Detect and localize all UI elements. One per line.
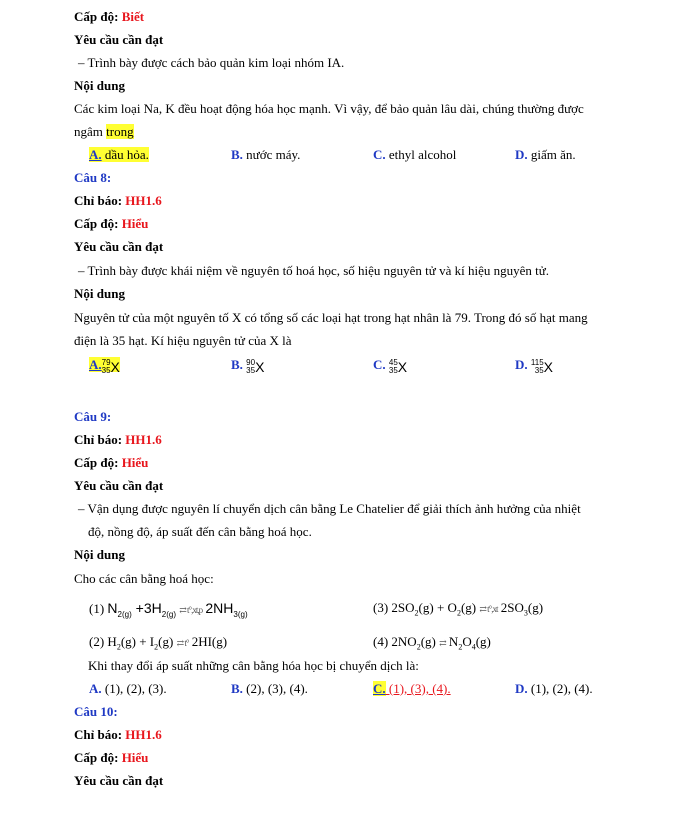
q7-level: [74, 8, 144, 26]
option-text: dầu hỏa.: [101, 147, 149, 162]
element-symbol: X: [255, 358, 265, 375]
option-letter: B.: [231, 357, 243, 372]
species: +3H: [131, 600, 162, 616]
q7-option-d: [515, 146, 576, 164]
level-label: Cấp độ:: [74, 750, 122, 765]
option-text: (1), (2), (4).: [527, 681, 593, 696]
indicator-value: HH1.6: [125, 193, 162, 208]
option-letter: B.: [231, 681, 243, 696]
level-value: Biết: [121, 9, 145, 24]
q9-question: Khi thay đổi áp suất những cân bằng hóa học bị chuyển dịch là:: [88, 658, 419, 673]
q8-question-line2: điện là 35 hạt. Kí hiệu nguyên tử của X là: [74, 333, 292, 348]
atomic-number: 35: [101, 365, 111, 375]
option-text: (1), (2), (3).: [101, 681, 167, 696]
atomic-number: 35: [388, 365, 398, 375]
level-label: Cấp độ:: [74, 455, 122, 470]
equation-2: [89, 632, 227, 658]
equation-number: (4): [373, 634, 392, 649]
species: (g): [420, 634, 436, 649]
level-label: Cấp độ:: [74, 216, 122, 231]
indicator-label: Chỉ báo:: [74, 727, 126, 742]
option-letter: D.: [515, 147, 528, 162]
q9-req-text2: độ, nồng độ, áp suất đến cân bằng hoá học.: [88, 524, 312, 539]
option-text: ethyl alcohol: [385, 147, 457, 162]
species: (g): [527, 600, 544, 615]
atomic-number: 35: [246, 365, 256, 375]
option-letter: D.: [515, 681, 528, 696]
q10-indicator: [74, 726, 162, 744]
species: 2NO: [391, 634, 417, 649]
mass-number: 90: [246, 357, 256, 367]
option-letter: B.: [231, 147, 243, 162]
equation-number: (3): [373, 600, 392, 615]
q7-req-heading: Yêu cầu cần đạt: [74, 32, 164, 47]
q7-question-line1: Các kim loại Na, K đều hoạt động hóa học mạnh. Vì vậy, để bảo quản lâu dài, chúng thường được: [74, 101, 584, 116]
equation-1: [89, 598, 248, 625]
q9-level: [74, 454, 148, 472]
q10-req-heading: Yêu cầu cần đạt: [74, 773, 164, 788]
q8-req-heading: Yêu cầu cần đạt: [74, 239, 164, 254]
equation-number: (1): [89, 601, 108, 616]
indicator-label: Chỉ báo:: [74, 432, 126, 447]
q9-req-text1: – Vận dụng được nguyên lí chuyển dịch cân bằng Le Chatelier để giải thích ảnh hưởng của nhiệt: [78, 501, 581, 516]
question-text: ngâm: [74, 124, 107, 139]
q8-level: [74, 215, 148, 233]
equation-number: (2): [89, 634, 108, 649]
subscript: 2: [456, 608, 461, 618]
equilibrium-arrow-icon: ⇄ t°,xt,p: [179, 605, 203, 615]
element-symbol: X: [110, 358, 120, 375]
option-text: (2), (3), (4).: [242, 681, 308, 696]
subscript: 2(g): [117, 609, 132, 619]
highlighted-text: trong: [106, 124, 134, 139]
q9-content-heading: Nội dung: [74, 547, 125, 562]
species: 2SO: [391, 600, 415, 615]
q9-option-b: [231, 680, 308, 698]
q9-option-d: [515, 680, 593, 698]
subscript: 2(g): [161, 609, 176, 619]
species: N: [448, 634, 459, 649]
element-symbol: X: [543, 358, 553, 375]
option-text: nước máy.: [242, 147, 301, 162]
equilibrium-arrow-icon: ⇄ t°: [176, 638, 189, 648]
q9-indicator: [74, 431, 162, 449]
subscript: 2: [414, 608, 419, 618]
q9-intro: Cho các cân bằng hoá học:: [74, 571, 214, 586]
q7-question-line2: [74, 123, 134, 141]
q10-level: [74, 749, 148, 767]
option-letter: A.: [89, 681, 102, 696]
species: 2HI(g): [191, 634, 228, 649]
species: 2SO: [500, 600, 524, 615]
subscript: 2: [458, 642, 463, 652]
option-letter: D.: [515, 357, 528, 372]
mass-number: 79: [101, 357, 111, 367]
subscript: 2: [116, 642, 121, 652]
option-letter: C.: [373, 357, 386, 372]
q10-title: Câu 10:: [74, 704, 118, 719]
level-label: Cấp độ:: [74, 9, 122, 24]
atomic-number: 35: [534, 365, 544, 375]
equilibrium-arrow-icon: ⇄ t°,xt: [479, 604, 498, 614]
subscript: 2: [416, 642, 421, 652]
species: (g): [475, 634, 491, 649]
q8-question-line1: Nguyên tử của một nguyên tố X có tổng số các loại hạt trong hạt nhân là 79. Trong đó số hạt mang: [74, 310, 588, 325]
indicator-label: Chỉ báo:: [74, 193, 126, 208]
q8-option-c: [373, 356, 407, 376]
option-letter: C.: [373, 147, 386, 162]
q8-option-b: [231, 356, 264, 376]
q9-option-a: [89, 680, 167, 698]
species: H: [107, 634, 117, 649]
equation-4: [373, 632, 491, 658]
q8-option-a: [89, 356, 120, 376]
q8-title: Câu 8:: [74, 170, 112, 185]
q7-content-heading: Nội dung: [74, 78, 125, 93]
species: 2NH: [205, 600, 234, 616]
element-symbol: X: [397, 358, 408, 375]
species: O: [462, 634, 472, 649]
species: N: [107, 600, 118, 616]
option-letter: C.: [373, 681, 386, 696]
q7-req-text: – Trình bày được cách bảo quản kim loại nhóm IA.: [78, 55, 345, 70]
species: (g): [158, 634, 174, 649]
q7-option-c: [373, 146, 456, 164]
option-text: (1), (3), (4).: [385, 681, 451, 696]
q7-option-b: [231, 146, 300, 164]
equation-3: [373, 598, 543, 624]
q9-req-heading: Yêu cầu cần đạt: [74, 478, 164, 493]
equilibrium-arrow-icon: ⇄: [439, 638, 446, 648]
subscript: 3: [523, 608, 528, 618]
level-value: Hiểu: [121, 455, 149, 470]
q8-option-d: [515, 356, 553, 376]
subscript: 2: [154, 642, 159, 652]
q7-option-a: [89, 146, 149, 164]
option-text: giấm ăn.: [527, 147, 576, 162]
mass-number: 45: [388, 357, 398, 367]
level-value: Hiểu: [121, 216, 149, 231]
q9-title: Câu 9:: [74, 409, 112, 424]
species: (g) + I: [120, 634, 155, 649]
indicator-value: HH1.6: [125, 432, 162, 447]
subscript: 4: [471, 642, 476, 652]
option-letter: A.: [89, 357, 102, 372]
subscript: 3(g): [233, 609, 248, 619]
q8-indicator: [74, 192, 162, 210]
indicator-value: HH1.6: [125, 727, 162, 742]
level-value: Hiểu: [121, 750, 149, 765]
species: (g): [460, 600, 477, 615]
q9-option-c: [373, 680, 451, 698]
mass-number: 115: [530, 357, 544, 367]
q8-content-heading: Nội dung: [74, 286, 125, 301]
q8-req-text: – Trình bày được khái niệm về nguyên tố hoá học, số hiệu nguyên tử và kí hiệu nguyên tử.: [78, 263, 550, 278]
option-letter: A.: [89, 147, 102, 162]
species: (g) + O: [418, 600, 457, 615]
